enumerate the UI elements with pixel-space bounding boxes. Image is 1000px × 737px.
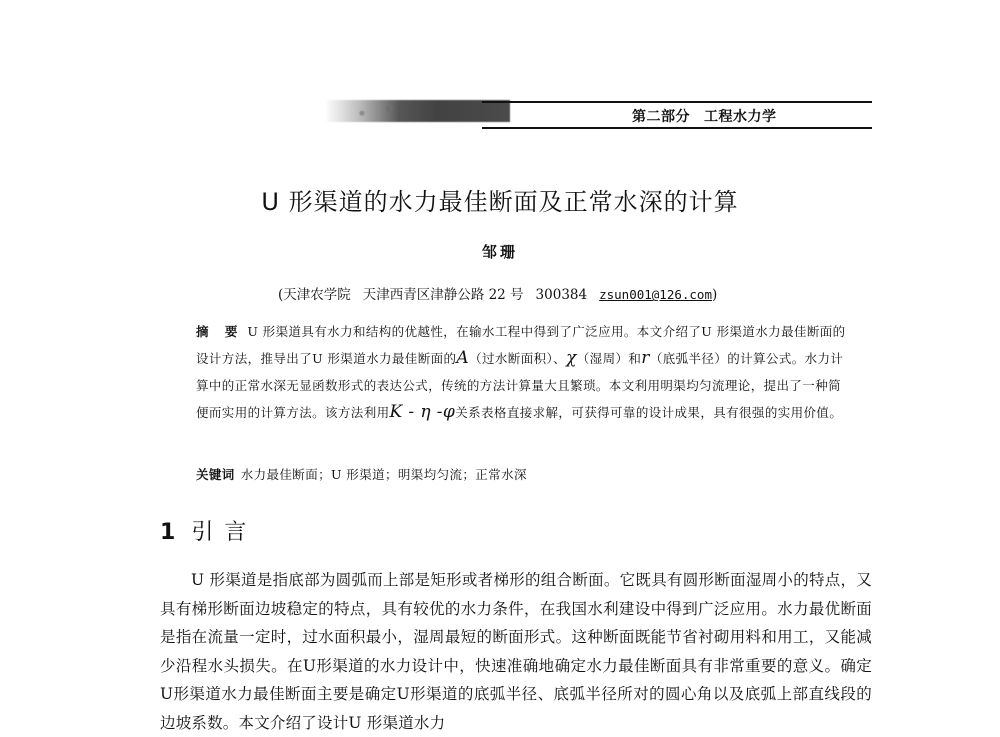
symbol-k-eta: K - η - [389, 402, 443, 422]
running-header [632, 106, 777, 126]
abstract-text-1: U 形渠道具有水力和结构的优越性，在输水工程中得到了广泛应用。本文介绍了U 形渠道水力最佳断面的设计方法，推导出了U 形渠道水力最佳断面的 [196, 324, 846, 366]
keywords-label: 关键词 [196, 467, 235, 482]
abstract-label: 摘 要 [196, 324, 244, 339]
section-title: 引 言 [191, 520, 249, 545]
author-email: zsun001@126.com [599, 287, 712, 302]
symbol-area: A [456, 348, 470, 368]
symbol-radius: r [641, 348, 650, 368]
header-part: 第二部分 [632, 109, 690, 125]
abstract-text-2: （过水断面积）、 [469, 351, 567, 366]
affiliation-close: ) [711, 287, 718, 303]
scan-artifact [325, 100, 510, 122]
abstract-text-5: 关系表格直接求解，可获得可靠的设计成果，具有很强的实用价值。 [455, 405, 843, 420]
symbol-wetted-perimeter: χ [566, 348, 577, 368]
affiliation-address: 天津西青区津静公路 22 号 [362, 287, 524, 303]
header-rule-bottom [482, 127, 872, 129]
body-text [160, 566, 872, 737]
keywords-line [196, 465, 527, 483]
abstract-block [196, 318, 846, 426]
section-number: 1 [160, 520, 178, 545]
header-rule-top [482, 101, 872, 103]
keywords-text: 水力最佳断面；U 形渠道；明渠均匀流；正常水深 [240, 467, 527, 482]
header-section-name: 工程水力学 [704, 109, 777, 125]
symbol-phi: φ [442, 402, 456, 422]
paper-title: U 形渠道的水力最佳断面及正常水深的计算 [261, 188, 739, 216]
abstract-text-4: （底弧半径）的计算公式。水力计算中的正常水深无显函数形式的表达公式，传统的方法计算量大且繁琐。本文利用明渠均匀流理论，提出了一种简便而实用的计算方法。该方法利用 [196, 351, 844, 420]
author-name: 邹珊 [481, 243, 518, 261]
abstract-text-3: （湿周）和 [576, 351, 642, 366]
affiliation-postcode: 300384 [535, 287, 588, 303]
affiliation-institution: (天津农学院 [278, 287, 351, 303]
body-paragraph: U 形渠道是指底部为圆弧而上部是矩形或者梯形的组合断面。它既具有圆形断面湿周小的特点，又具有梯形断面边坡稳定的特点，具有较优的水力条件，在我国水利建设中得到广泛应用。水力最优断面是指在流量一定时，过水面积最小，湿周最短的断面形式。这种断面既能节省衬砌用料和用工，又能减少沿程水头损失。在U形渠道的水力设计中，快速准确地确定水力最佳断面具有非常重要的意义。确定U形渠道水力最佳断面主要是确定U形渠道的底弧半径、底弧半径所对的圆心角以及底弧上部直线段的边坡系数。本文介绍了设计U 形渠道水力 [160, 571, 872, 732]
affiliation-line [278, 283, 717, 303]
section-heading [160, 515, 248, 546]
